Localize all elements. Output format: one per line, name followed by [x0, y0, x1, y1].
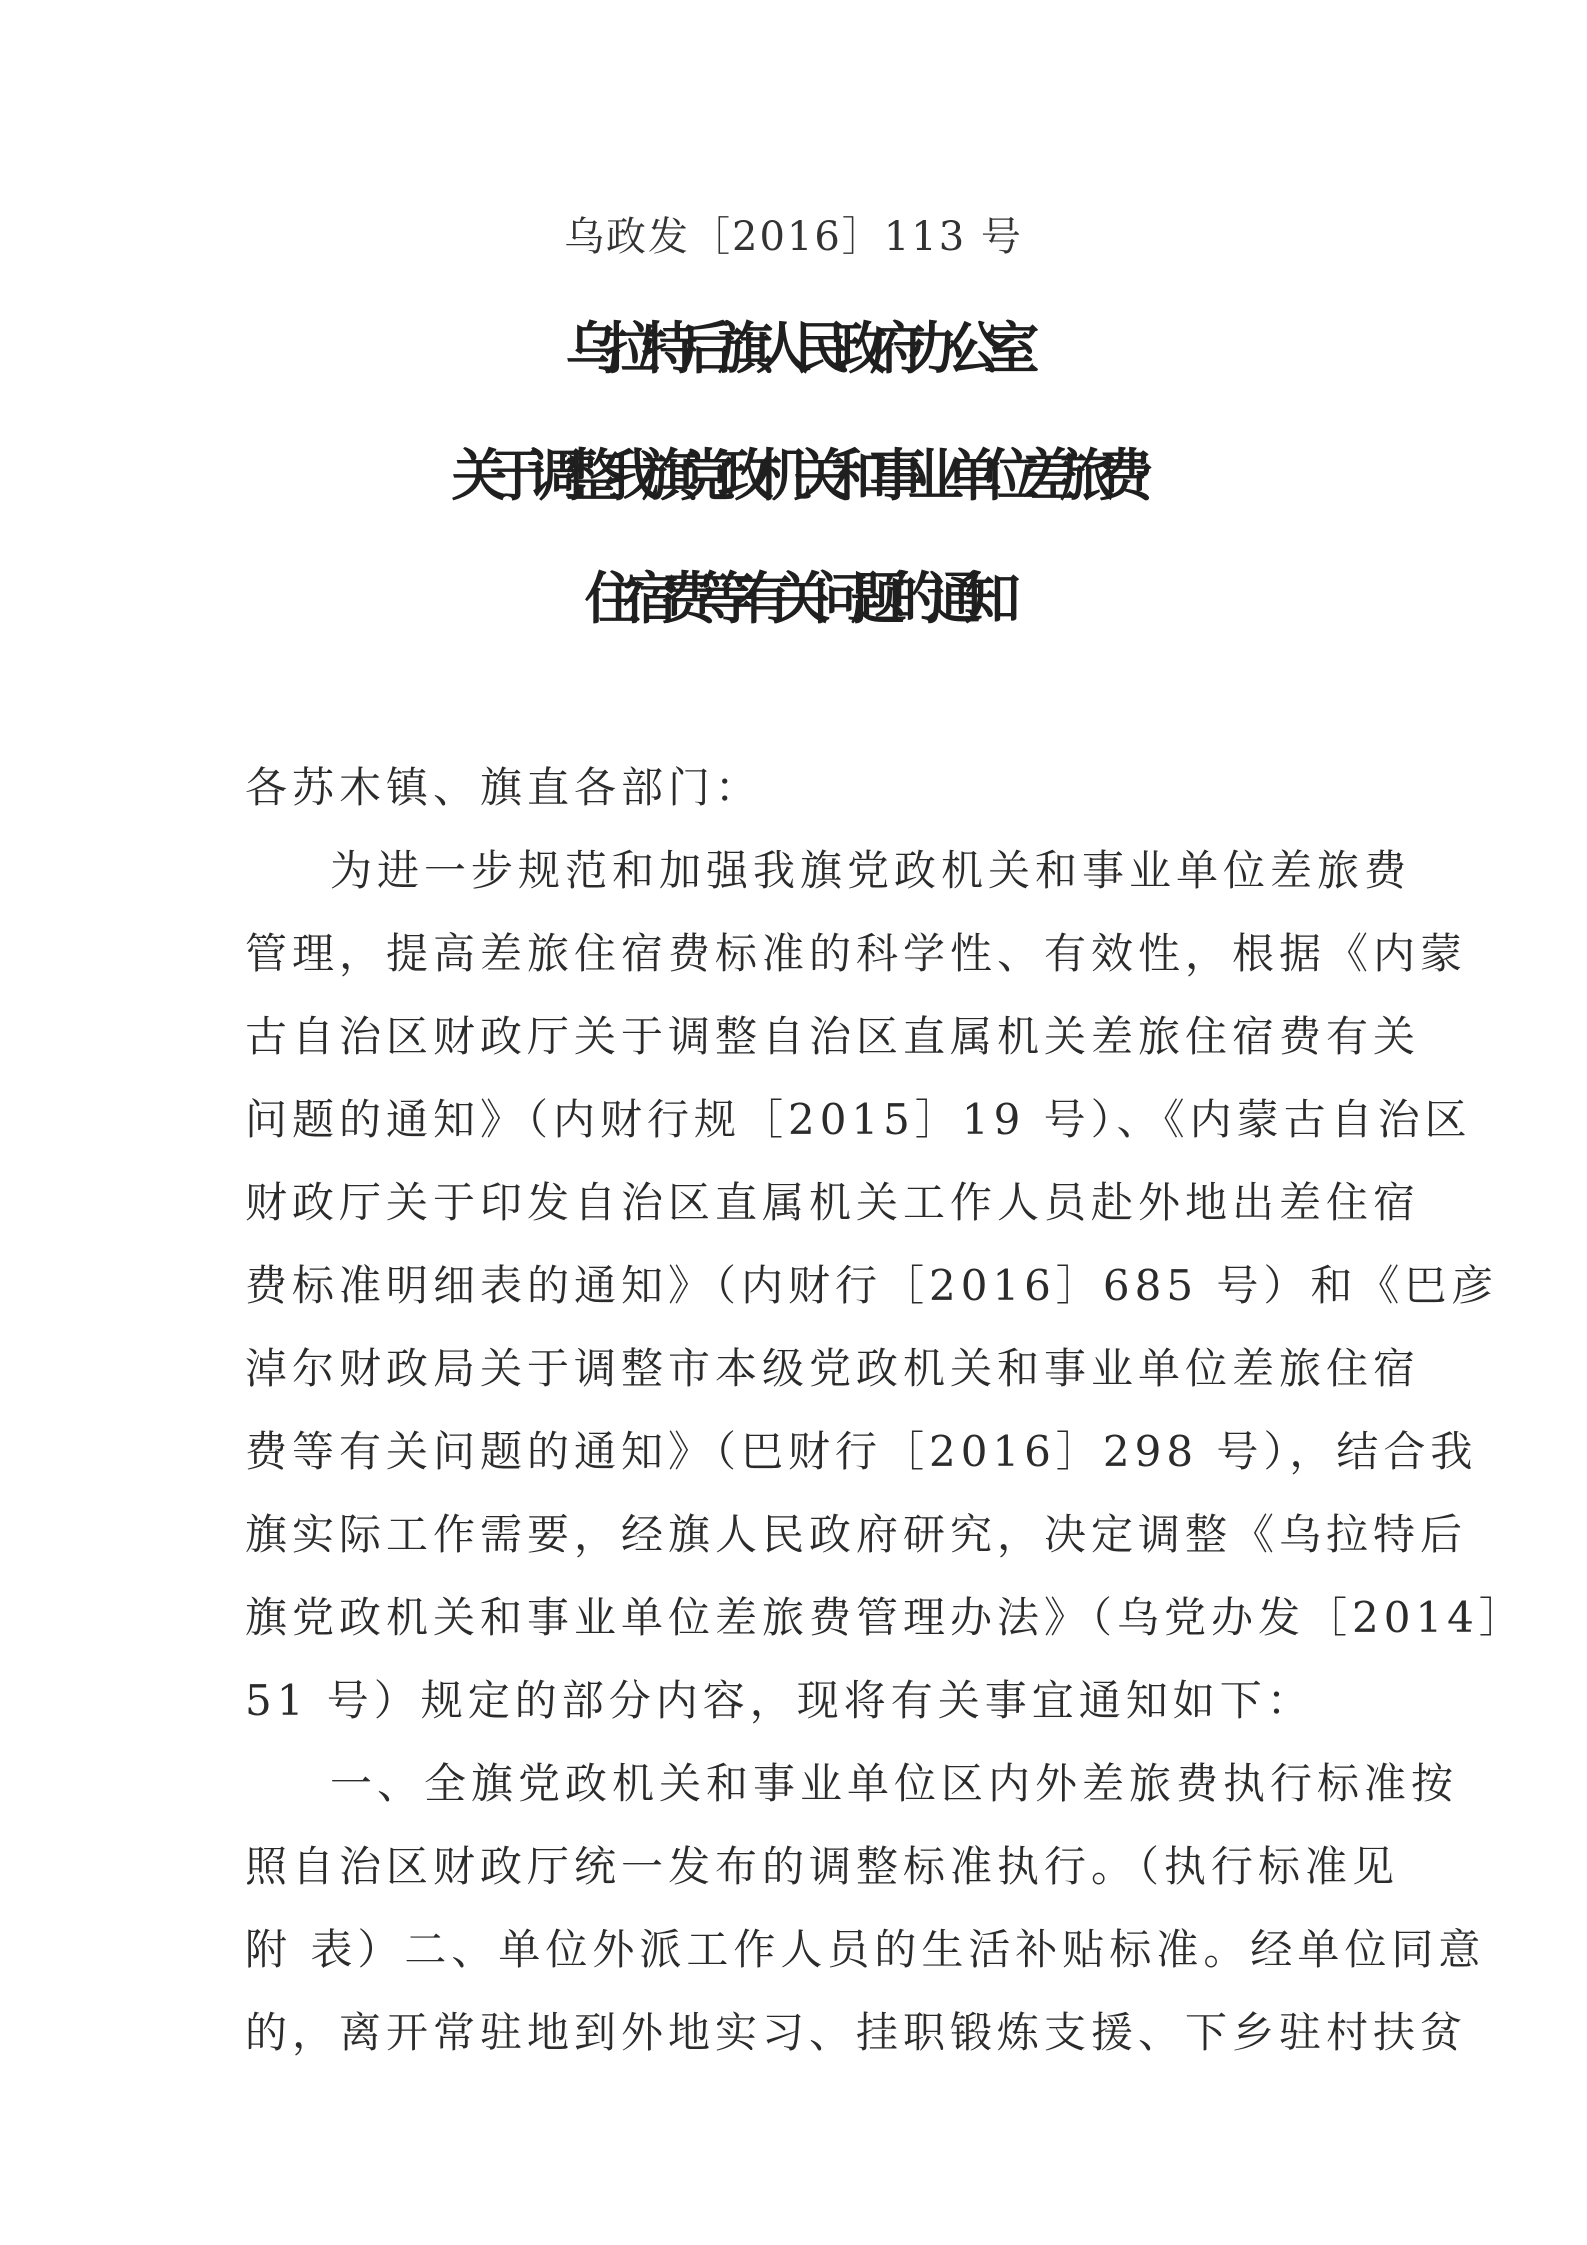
- body-line: 古自治区财政厅关于调整自治区直属机关差旅住宿费有关: [245, 1012, 1421, 1061]
- body-line: 附 表）二、单位外派工作人员的生活补贴标准。经单位同意: [245, 1925, 1486, 1974]
- body-line: 旗实际工作需要，经旗人民政府研究，决定调整《乌拉特后: [245, 1510, 1468, 1559]
- title-line-3: 住宿费等有关问题的通知: [584, 567, 1003, 632]
- body-line: 费等有关问题的通知》（巴财行［2016］298 号），结合我: [245, 1427, 1478, 1476]
- body-line: 问题的通知》（内财行规［2015］19 号）、《内蒙古自治区: [245, 1095, 1472, 1144]
- body-line: 旗党政机关和事业单位差旅费管理办法》（乌党办发［2014］: [245, 1593, 1526, 1642]
- body-line: 为进一步规范和加强我旗党政机关和事业单位差旅费: [330, 846, 1412, 895]
- salutation: 各苏木镇、旗直各部门：: [245, 763, 763, 812]
- body-line: 的，离开常驻地到外地实习、挂职锻炼支援、下乡驻村扶贫: [245, 2008, 1468, 2057]
- body-line: 管理，提高差旅住宿费标准的科学性、有效性，根据《内蒙: [245, 929, 1468, 978]
- title-line-1: 乌拉特后旗人民政府办公室: [565, 317, 1022, 382]
- title-line-2: 关于调整我旗党政机关和事业单位差旅费: [451, 444, 1136, 509]
- body-line: 一、全旗党政机关和事业单位区内外差旅费执行标准按: [330, 1759, 1459, 1808]
- body-line: 费标准明细表的通知》（内财行［2016］685 号）和《巴彦: [245, 1261, 1499, 1310]
- body-line: 照自治区财政厅统一发布的调整标准执行。（执行标准见: [245, 1842, 1400, 1891]
- document-number: 乌政发［2016］113 号: [564, 214, 1023, 260]
- body-line: 财政厅关于印发自治区直属机关工作人员赴外地出差住宿: [245, 1178, 1421, 1227]
- body-line: 51 号）规定的部分内容，现将有关事宜通知如下：: [245, 1676, 1314, 1725]
- body-line: 淖尔财政局关于调整市本级党政机关和事业单位差旅住宿: [245, 1344, 1421, 1393]
